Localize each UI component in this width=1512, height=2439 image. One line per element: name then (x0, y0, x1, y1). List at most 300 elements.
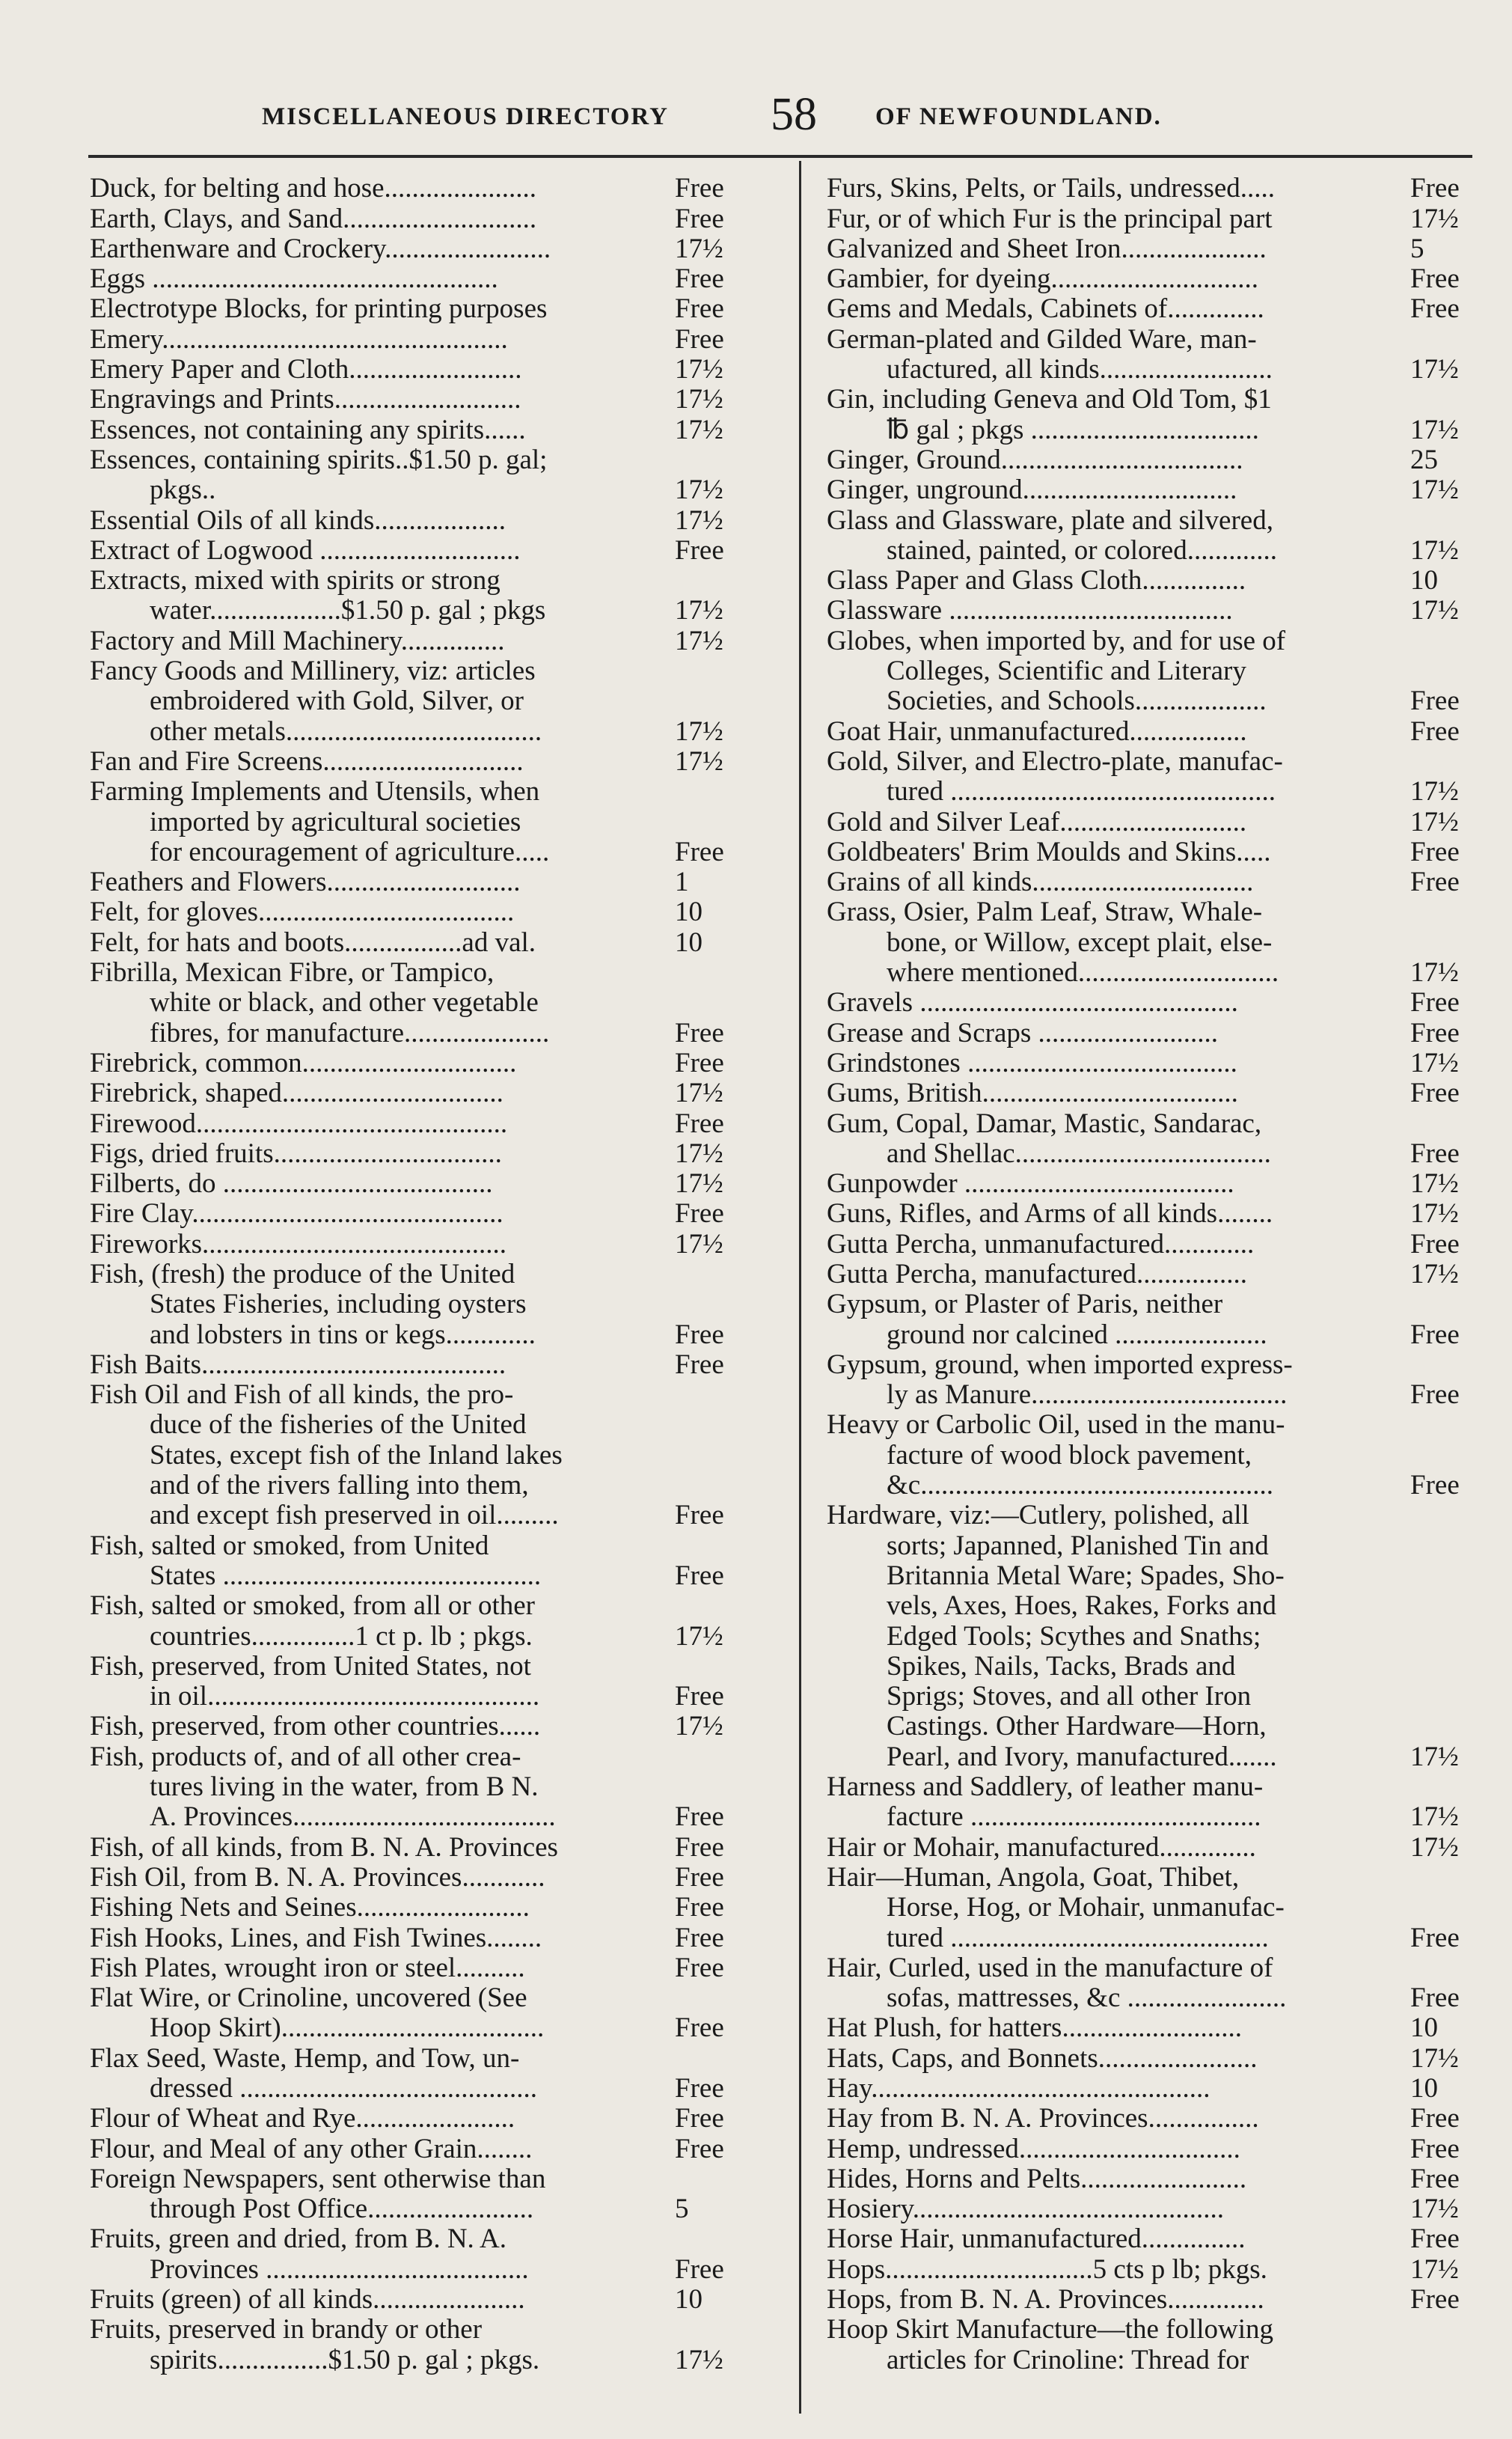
header-left-title: MISCELLANEOUS DIRECTORY (262, 103, 669, 130)
tariff-duty: 10 (1410, 2073, 1438, 2104)
tariff-row (827, 1863, 1493, 1893)
tariff-item-text: Goldbeaters' Brim Moulds and Skins..... (827, 837, 1271, 867)
tariff-row (90, 867, 763, 897)
tariff-item-text: Gypsum, or Plaster of Paris, neither (827, 1289, 1223, 1320)
tariff-duty: 17½ (1410, 1741, 1459, 1772)
tariff-item-text: Fish, salted or smoked, from all or other (90, 1591, 535, 1622)
tariff-duty: 17½ (1410, 2042, 1459, 2074)
tariff-duty: 17½ (1410, 534, 1459, 566)
tariff-item-text: Hoop Skirt)...................................... (150, 2013, 545, 2044)
tariff-item-text: Engravings and Prints........................... (90, 385, 521, 415)
tariff-row (90, 596, 763, 626)
tariff-duty: Free (1410, 715, 1460, 747)
tariff-item-text: Fan and Fire Screens............................. (90, 746, 524, 777)
tariff-row (827, 445, 1493, 475)
tariff-row (827, 2315, 1493, 2345)
tariff-duty: 10 (1410, 565, 1438, 596)
tariff-row (827, 1621, 1493, 1651)
tariff-item-text: Fruits, preserved in brandy or other (90, 2315, 483, 2345)
tariff-duty: Free (1410, 1982, 1460, 2014)
tariff-item-text: Extract of Logwood ............................. (90, 535, 521, 566)
tariff-item-text: Emery Paper and Cloth......................... (90, 355, 522, 385)
tariff-duty: Free (675, 1017, 724, 1048)
tariff-item-text: Emery.................................................. (90, 324, 508, 355)
tariff-duty: 10 (675, 897, 703, 928)
tariff-duty: 1 (675, 867, 689, 898)
tariff-row (90, 204, 763, 233)
tariff-duty: Free (675, 1349, 724, 1380)
tariff-duty: Free (1410, 2223, 1460, 2255)
tariff-row (827, 1832, 1493, 1862)
tariff-item-text: in oil................................................ (150, 1682, 540, 1712)
tariff-item-text: Factory and Mill Machinery............... (90, 626, 505, 656)
tariff-item-text: Felt, for gloves..................................... (90, 897, 515, 928)
tariff-item-text: Flour of Wheat and Rye....................... (90, 2104, 515, 2134)
tariff-item-text: Firebrick, shaped................................ (90, 1078, 504, 1109)
tariff-duty: 17½ (675, 745, 723, 777)
tariff-item-text: and Shellac..................................... (887, 1138, 1271, 1169)
tariff-duty: Free (675, 1801, 724, 1833)
tariff-duty: Free (675, 293, 724, 325)
tariff-item-text: German-plated and Gilded Ware, man- (827, 324, 1257, 355)
tariff-row (827, 2134, 1493, 2164)
tariff-duty: Free (1410, 2103, 1460, 2134)
tariff-row (827, 2164, 1493, 2194)
tariff-item-text: Fire Clay............................................. (90, 1199, 504, 1230)
tariff-row (827, 867, 1493, 897)
tariff-row (827, 505, 1493, 535)
tariff-item-text: tured ............................................... (887, 777, 1276, 808)
tariff-row (827, 1591, 1493, 1621)
tariff-item-text: Glassware ......................................... (827, 596, 1233, 626)
tariff-item-text: Goat Hair, unmanufactured................. (827, 716, 1247, 747)
tariff-item-text: Furs, Skins, Pelts, or Tails, undressed..... (827, 174, 1276, 204)
tariff-item-text: Firewood............................................. (90, 1108, 508, 1139)
tariff-row (90, 1319, 763, 1349)
tariff-duty: 17½ (1410, 414, 1459, 445)
tariff-row (827, 716, 1493, 746)
tariff-row (827, 837, 1493, 867)
tariff-row (827, 1652, 1493, 1682)
tariff-item-text: Heavy or Carbolic Oil, used in the manu- (827, 1410, 1285, 1441)
tariff-row (827, 1923, 1493, 1953)
tariff-duty: Free (675, 1831, 724, 1863)
tariff-row (827, 1139, 1493, 1169)
tariff-row (90, 686, 763, 716)
tariff-item-text: Societies, and Schools................... (887, 686, 1267, 717)
tariff-duty: 17½ (1410, 806, 1459, 837)
tariff-duty: 17½ (1410, 474, 1459, 506)
header-rule (88, 155, 1472, 158)
tariff-item-text: Foreign Newspapers, sent otherwise than (90, 2164, 546, 2194)
tariff-item-text: Hoop Skirt Manufacture—the following (827, 2315, 1274, 2345)
tariff-row (827, 1169, 1493, 1199)
tariff-item-text: Grains of all kinds................................ (827, 867, 1254, 898)
tariff-row (827, 1078, 1493, 1108)
tariff-item-text: Glass Paper and Glass Cloth............... (827, 566, 1246, 596)
tariff-item-text: Horse, Hog, or Mohair, unmanufac- (887, 1893, 1285, 1923)
tariff-duty: 17½ (1410, 203, 1459, 234)
tariff-item-text: Filberts, do ....................................... (90, 1169, 493, 1200)
tariff-row (827, 1018, 1493, 1048)
tariff-row (827, 294, 1493, 324)
tariff-row (90, 837, 763, 867)
tariff-item-text: Gutta Percha, unmanufactured............. (827, 1229, 1255, 1260)
tariff-row (90, 1591, 763, 1621)
tariff-row (827, 1983, 1493, 2013)
tariff-item-text: Fish Oil, from B. N. A. Provinces............ (90, 1862, 545, 1893)
tariff-item-text: sorts; Japanned, Planished Tin and (887, 1530, 1269, 1561)
tariff-item-text: Felt, for hats and boots.................ad val. (90, 927, 536, 958)
tariff-row (90, 264, 763, 294)
tariff-item-text: Hay................................................. (827, 2074, 1210, 2104)
tariff-item-text: Gunpowder ....................................... (827, 1169, 1234, 1200)
tariff-item-text: facture .......................................... (887, 1802, 1261, 1833)
tariff-row (90, 958, 763, 988)
tariff-duty: Free (675, 534, 724, 566)
tariff-row (827, 1410, 1493, 1440)
tariff-duty: 10 (675, 927, 703, 958)
tariff-item-text: Gum, Copal, Damar, Mastic, Sandarac, (827, 1108, 1262, 1139)
tariff-item-text: Glass and Glassware, plate and silvered, (827, 505, 1273, 536)
tariff-row (90, 536, 763, 566)
tariff-row (827, 897, 1493, 927)
tariff-row (827, 385, 1493, 415)
tariff-row (827, 2224, 1493, 2254)
tariff-row (90, 1018, 763, 1048)
tariff-duty: 17½ (1410, 1168, 1459, 1200)
tariff-duty: Free (1410, 293, 1460, 325)
tariff-row (827, 1742, 1493, 1771)
tariff-row (90, 1440, 763, 1470)
tariff-duty: 17½ (675, 1228, 723, 1260)
tariff-row (90, 2043, 763, 2073)
tariff-row (827, 1712, 1493, 1742)
tariff-item-text: Guns, Rifles, and Arms of all kinds........ (827, 1199, 1273, 1230)
tariff-item-text: States Fisheries, including oysters (150, 1289, 527, 1320)
tariff-item-text: Fruits (green) of all kinds...................... (90, 2285, 525, 2316)
tariff-duty: 5 (1410, 233, 1424, 264)
tariff-duty: 17½ (675, 595, 723, 626)
tariff-row (827, 2043, 1493, 2073)
tariff-duty: 17½ (675, 1168, 723, 1200)
tariff-item-text: Hair, Curled, used in the manufacture of (827, 1953, 1273, 1983)
tariff-row (827, 2074, 1493, 2104)
tariff-item-text: sofas, mattresses, &c ....................... (887, 1983, 1287, 2014)
tariff-row (827, 415, 1493, 445)
tariff-item-text: Fishing Nets and Seines......................... (90, 1893, 530, 1923)
tariff-duty: Free (675, 2133, 724, 2164)
header-right-title: OF NEWFOUNDLAND. (875, 103, 1162, 130)
tariff-row (827, 234, 1493, 264)
tariff-item-text: Eggs .................................................. (90, 264, 498, 295)
tariff-row (90, 1501, 763, 1530)
tariff-row (827, 1471, 1493, 1501)
tariff-duty: 17½ (675, 1711, 723, 1742)
tariff-row (827, 626, 1493, 656)
tariff-row (827, 2194, 1493, 2224)
tariff-item-text: Gold and Silver Leaf........................... (827, 807, 1247, 837)
tariff-row (827, 596, 1493, 626)
tariff-item-text: &c................................................... (887, 1471, 1273, 1501)
tariff-row (90, 294, 763, 324)
tariff-duty: 17½ (675, 1138, 723, 1169)
tariff-item-text: water...................$1.50 p. gal ; pkgs (150, 596, 546, 626)
tariff-row (90, 1682, 763, 1712)
tariff-duty: Free (675, 1681, 724, 1712)
tariff-item-text: Fish, products of, and of all other crea- (90, 1742, 521, 1772)
tariff-row (90, 505, 763, 535)
tariff-item-text: ground nor calcined ...................... (887, 1319, 1267, 1350)
tariff-row (90, 1199, 763, 1229)
tariff-row (90, 747, 763, 777)
tariff-item-text: Galvanized and Sheet Iron..................... (827, 233, 1267, 264)
tariff-item-text: Hemp, undressed................................ (827, 2134, 1240, 2164)
tariff-item-text: stained, painted, or colored............. (887, 535, 1277, 566)
tariff-row (90, 2345, 763, 2375)
tariff-row (827, 1530, 1493, 1560)
tariff-row (827, 355, 1493, 385)
tariff-item-text: dressed ........................................... (150, 2074, 537, 2104)
tariff-item-text: Grindstones ....................................... (827, 1048, 1237, 1078)
tariff-duty: Free (675, 2073, 724, 2104)
tariff-duty: Free (1410, 1017, 1460, 1048)
tariff-item-text: Britannia Metal Ware; Spades, Sho- (887, 1560, 1285, 1591)
tariff-item-text: white or black, and other vegetable (150, 988, 539, 1019)
tariff-duty: Free (1410, 2163, 1460, 2194)
tariff-row (90, 1289, 763, 1319)
tariff-row (90, 566, 763, 596)
left-column (90, 174, 763, 2375)
tariff-item-text: Pearl, and Ivory, manufactured....... (887, 1742, 1277, 1772)
tariff-row (827, 1380, 1493, 1410)
tariff-row (90, 716, 763, 746)
tariff-duty: 17½ (1410, 2194, 1459, 2225)
tariff-item-text: Ginger, Ground................................... (827, 445, 1243, 475)
tariff-item-text: and of the rivers falling into them, (150, 1471, 529, 1501)
tariff-row (827, 1561, 1493, 1591)
tariff-row (90, 626, 763, 656)
tariff-row (827, 777, 1493, 807)
tariff-item-text: facture of wood block pavement, (887, 1440, 1252, 1471)
tariff-row (827, 1199, 1493, 1229)
tariff-duty: 17½ (1410, 595, 1459, 626)
tariff-row (90, 1652, 763, 1682)
tariff-duty: Free (1410, 1228, 1460, 1260)
tariff-row (827, 1953, 1493, 1983)
tariff-row (827, 1319, 1493, 1349)
tariff-row (90, 1742, 763, 1771)
tariff-item-text: Sprigs; Stoves, and all other Iron (887, 1682, 1252, 1712)
tariff-row (90, 1621, 763, 1651)
tariff-duty: 17½ (675, 1078, 723, 1109)
tariff-row (827, 1260, 1493, 1289)
tariff-duty: Free (1410, 1138, 1460, 1169)
tariff-duty: Free (675, 1861, 724, 1893)
tariff-row (827, 566, 1493, 596)
tariff-row (90, 2285, 763, 2315)
tariff-item-text: Hair—Human, Angola, Goat, Thibet, (827, 1862, 1240, 1893)
tariff-item-text: Hops..............................5 cts p lb; pkgs. (827, 2254, 1267, 2285)
tariff-duty: 17½ (675, 233, 723, 264)
tariff-item-text: pkgs.. (150, 475, 216, 506)
tariff-row (90, 777, 763, 807)
tariff-duty: Free (675, 1500, 724, 1531)
tariff-duty: Free (675, 173, 724, 204)
tariff-duty: Free (675, 1952, 724, 1983)
tariff-row (827, 747, 1493, 777)
tariff-item-text: for encouragement of agriculture..... (150, 837, 550, 867)
tariff-row (827, 1682, 1493, 1712)
tariff-item-text: duce of the fisheries of the United (150, 1410, 527, 1441)
tariff-row (827, 1229, 1493, 1259)
tariff-item-text: ℔ gal ; pkgs ................................. (887, 415, 1259, 445)
tariff-item-text: Hardware, viz:—Cutlery, polished, all (827, 1501, 1249, 1531)
tariff-item-text: Fish Oil and Fish of all kinds, the pro- (90, 1380, 514, 1411)
tariff-item-text: bone, or Willow, except plait, else- (887, 927, 1273, 958)
tariff-row (90, 174, 763, 204)
tariff-row (827, 475, 1493, 505)
tariff-row (827, 204, 1493, 233)
tariff-item-text: Fibrilla, Mexican Fibre, or Tampico, (90, 958, 495, 989)
tariff-duty: Free (1410, 263, 1460, 295)
tariff-row (90, 1923, 763, 1953)
tariff-duty: Free (675, 2253, 724, 2285)
tariff-duty: Free (1410, 1379, 1460, 1411)
tariff-item-text: other metals..................................... (150, 716, 542, 747)
tariff-item-text: Grease and Scraps .......................... (827, 1018, 1219, 1048)
tariff-item-text: States, except fish of the Inland lakes (150, 1440, 563, 1471)
tariff-duty: Free (675, 203, 724, 234)
tariff-duty: Free (675, 1047, 724, 1078)
tariff-row (90, 897, 763, 927)
tariff-item-text: Spikes, Nails, Tacks, Brads and (887, 1651, 1236, 1682)
tariff-duty: Free (675, 836, 724, 867)
tariff-item-text: Gin, including Geneva and Old Tom, $1 (827, 385, 1272, 415)
tariff-row (90, 1108, 763, 1138)
tariff-row (90, 445, 763, 475)
tariff-duty: 17½ (1410, 957, 1459, 989)
tariff-item-text: countries...............1 ct p. lb ; pkgs. (150, 1621, 533, 1652)
tariff-item-text: Horse Hair, unmanufactured............... (827, 2224, 1246, 2255)
tariff-row (90, 1983, 763, 2013)
tariff-item-text: Hosiery............................................. (827, 2194, 1224, 2225)
tariff-duty: Free (675, 2012, 724, 2044)
tariff-row (90, 1048, 763, 1078)
tariff-row (827, 1772, 1493, 1802)
tariff-item-text: Flat Wire, or Crinoline, uncovered (See (90, 1983, 527, 2014)
tariff-duty: Free (675, 263, 724, 295)
tariff-item-text: Duck, for belting and hose...................... (90, 174, 537, 204)
tariff-row (90, 2224, 763, 2254)
tariff-item-text: ufactured, all kinds......................... (887, 355, 1273, 385)
tariff-row (827, 656, 1493, 686)
tariff-item-text: Hops, from B. N. A. Provinces.............. (827, 2285, 1264, 2316)
tariff-row (827, 174, 1493, 204)
tariff-item-text: Fireworks............................................ (90, 1229, 507, 1260)
tariff-duty: 17½ (1410, 1258, 1459, 1289)
tariff-item-text: Firebrick, common............................... (90, 1048, 517, 1078)
tariff-row (827, 2013, 1493, 2043)
tariff-item-text: tures living in the water, from B N. (150, 1772, 539, 1803)
tariff-row (90, 2074, 763, 2104)
tariff-item-text: Figs, dried fruits................................. (90, 1138, 502, 1169)
tariff-duty: 17½ (675, 715, 723, 747)
tariff-item-text: Gravels .............................................. (827, 988, 1238, 1019)
tariff-row (90, 1802, 763, 1832)
tariff-item-text: Earthenware and Crockery........................ (90, 233, 551, 264)
tariff-item-text: Hat Plush, for hatters.......................... (827, 2013, 1242, 2044)
tariff-duty: Free (1410, 867, 1460, 898)
tariff-duty: 17½ (1410, 354, 1459, 385)
tariff-item-text: fibres, for manufacture..................... (150, 1018, 550, 1048)
tariff-item-text: Fur, or of which Fur is the principal part (827, 204, 1273, 234)
tariff-item-text: Fish Plates, wrought iron or steel.......... (90, 1953, 525, 1983)
tariff-item-text: Harness and Saddlery, of leather manu- (827, 1772, 1264, 1803)
tariff-row (90, 1953, 763, 1983)
tariff-item-text: Fish Baits............................................ (90, 1349, 506, 1380)
tariff-item-text: Feathers and Flowers............................ (90, 867, 521, 898)
tariff-row (90, 2254, 763, 2284)
tariff-row (90, 475, 763, 505)
tariff-item-text: Fish Hooks, Lines, and Fish Twines........ (90, 1923, 542, 1953)
tariff-duty: 17½ (1410, 1831, 1459, 1863)
tariff-duty: 10 (675, 2284, 703, 2316)
tariff-row (90, 2164, 763, 2194)
tariff-item-text: and lobsters in tins or kegs............. (150, 1319, 536, 1350)
tariff-item-text: tured .............................................. (887, 1923, 1269, 1953)
tariff-duty: 10 (1410, 2012, 1438, 2044)
tariff-duty: Free (675, 1198, 724, 1230)
tariff-item-text: Gutta Percha, manufactured................ (827, 1259, 1248, 1289)
tariff-row (827, 1501, 1493, 1530)
tariff-item-text: Gems and Medals, Cabinets of.............. (827, 294, 1264, 325)
tariff-duty: Free (1410, 1470, 1460, 1501)
tariff-duty: Free (675, 1892, 724, 1923)
tariff-row (90, 1893, 763, 1923)
tariff-item-text: embroidered with Gold, Silver, or (150, 686, 524, 717)
tariff-row (90, 1832, 763, 1862)
tariff-item-text: Fancy Goods and Millinery, viz: articles (90, 656, 536, 687)
tariff-duty: 17½ (675, 354, 723, 385)
tariff-duty: Free (675, 2103, 724, 2134)
tariff-item-text: imported by agricultural societies (150, 807, 521, 837)
tariff-item-text: A. Provinces...................................... (150, 1802, 556, 1833)
tariff-item-text: States .............................................. (150, 1560, 542, 1591)
tariff-row (90, 355, 763, 385)
right-column (827, 174, 1493, 2375)
tariff-item-text: Gypsum, ground, when imported express- (827, 1349, 1293, 1380)
tariff-item-text: ly as Manure..................................... (887, 1380, 1288, 1411)
tariff-row (90, 2013, 763, 2043)
tariff-row (827, 264, 1493, 294)
tariff-row (827, 807, 1493, 837)
tariff-item-text: Fish, salted or smoked, from United (90, 1530, 489, 1561)
tariff-item-text: Globes, when imported by, and for use of (827, 626, 1286, 656)
tariff-duty: 17½ (1410, 776, 1459, 808)
tariff-duty: 17½ (675, 414, 723, 445)
tariff-item-text: Castings. Other Hardware—Horn, (887, 1712, 1267, 1742)
tariff-duty: Free (675, 1108, 724, 1139)
tariff-row (90, 1260, 763, 1289)
tariff-duty: Free (675, 1560, 724, 1591)
tariff-row (90, 2315, 763, 2345)
tariff-row (827, 1289, 1493, 1319)
tariff-duty: Free (1410, 1922, 1460, 1953)
tariff-item-text: Fish, of all kinds, from B. N. A. Provinces (90, 1832, 558, 1863)
tariff-item-text: Fish, (fresh) the produce of the United (90, 1259, 515, 1289)
tariff-item-text: Fish, preserved, from other countries...... (90, 1712, 541, 1742)
